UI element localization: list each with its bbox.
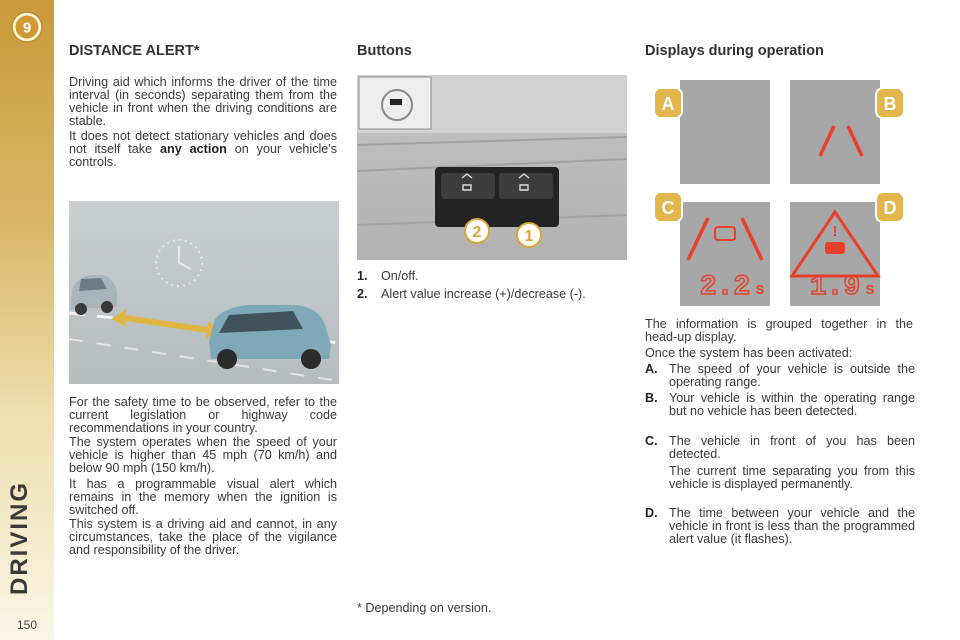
badge-d-icon xyxy=(876,192,904,222)
callout-2-icon xyxy=(465,219,489,243)
button-item-1: 1. On/off. xyxy=(357,269,419,283)
driving-aid-paragraph: This system is a driving aid and cannot, in any circumstances, take the place of the vigilance and responsibility of the driver. xyxy=(69,517,337,557)
car-rear-icon xyxy=(209,305,331,369)
car-front-icon xyxy=(71,275,117,315)
activated-paragraph: Once the system has been activated: xyxy=(645,346,853,360)
svg-text:2: 2 xyxy=(472,224,482,241)
callout-1-icon xyxy=(517,223,541,247)
badge-c-icon xyxy=(654,192,682,222)
display-item-c-extra: The current time separating you from this vehicle is displayed permanently. xyxy=(669,464,915,491)
dashboard-inset-icon xyxy=(359,77,431,129)
svg-text:1.9: 1.9 xyxy=(809,272,861,303)
svg-text:2.2: 2.2 xyxy=(699,272,751,303)
page-number: 150 xyxy=(16,618,38,632)
clock-icon xyxy=(156,240,202,286)
display-item-b: B. Your vehicle is within the operating range but no vehicle has been detected. xyxy=(645,391,915,418)
distance-illustration xyxy=(69,201,339,384)
chapter-badge-icon xyxy=(11,11,43,43)
svg-text:B: B xyxy=(883,94,897,114)
section-title: DRIVING xyxy=(6,480,33,595)
badge-b-icon xyxy=(876,88,904,118)
displays-illustration xyxy=(650,78,910,306)
decrease-button-icon xyxy=(441,173,495,199)
display-item-c: C. The vehicle in front of you has been detected. xyxy=(645,434,915,461)
stationary-paragraph: It does not detect stationary vehicles and does not itself take any action on your vehicle's controls. xyxy=(69,129,337,169)
info-paragraph: The information is grouped together in the head-up display. xyxy=(645,317,913,344)
svg-text:S: S xyxy=(755,282,765,297)
increase-button-icon xyxy=(499,173,553,199)
distance-alert-heading: DISTANCE ALERT* xyxy=(69,43,200,59)
distance-arrow-icon xyxy=(111,309,221,339)
intro-paragraph: Driving aid which informs the driver of the time interval (in seconds) separating them from the vehicle in front when the driving conditions are stable. xyxy=(69,75,337,128)
display-item-a: A. The speed of your vehicle is outside the operating range. xyxy=(645,362,915,389)
footnote: * Depending on version. xyxy=(357,601,492,615)
speed-paragraph: The system operates when the speed of your vehicle is higher than 45 mph (70 km/h) and below 90 mph (150 km/h). xyxy=(69,435,337,475)
buttons-heading: Buttons xyxy=(357,43,412,59)
button-item-2: 2. Alert value increase (+)/decrease (-). xyxy=(357,287,586,301)
svg-text:S: S xyxy=(865,282,875,297)
chapter-sidebar xyxy=(0,0,54,640)
displays-heading: Displays during operation xyxy=(645,43,824,59)
svg-text:!: ! xyxy=(832,223,838,240)
svg-text:A: A xyxy=(661,94,675,114)
badge-a-icon xyxy=(654,88,682,118)
safety-paragraph: For the safety time to be observed, refer to the current legislation or highway code recommendations in your country. xyxy=(69,395,337,435)
memory-paragraph: It has a programmable visual alert which remains in the memory when the ignition is switched off. xyxy=(69,477,337,517)
display-item-d: D. The time between your vehicle and the vehicle in front is less than the programmed alert value (it flashes). xyxy=(645,506,915,546)
svg-text:C: C xyxy=(661,198,675,218)
svg-text:1: 1 xyxy=(524,228,534,245)
svg-text:D: D xyxy=(883,198,897,218)
buttons-illustration xyxy=(357,75,627,260)
any-action-emphasis: any action xyxy=(160,142,227,156)
chapter-number: 9 xyxy=(22,19,32,37)
